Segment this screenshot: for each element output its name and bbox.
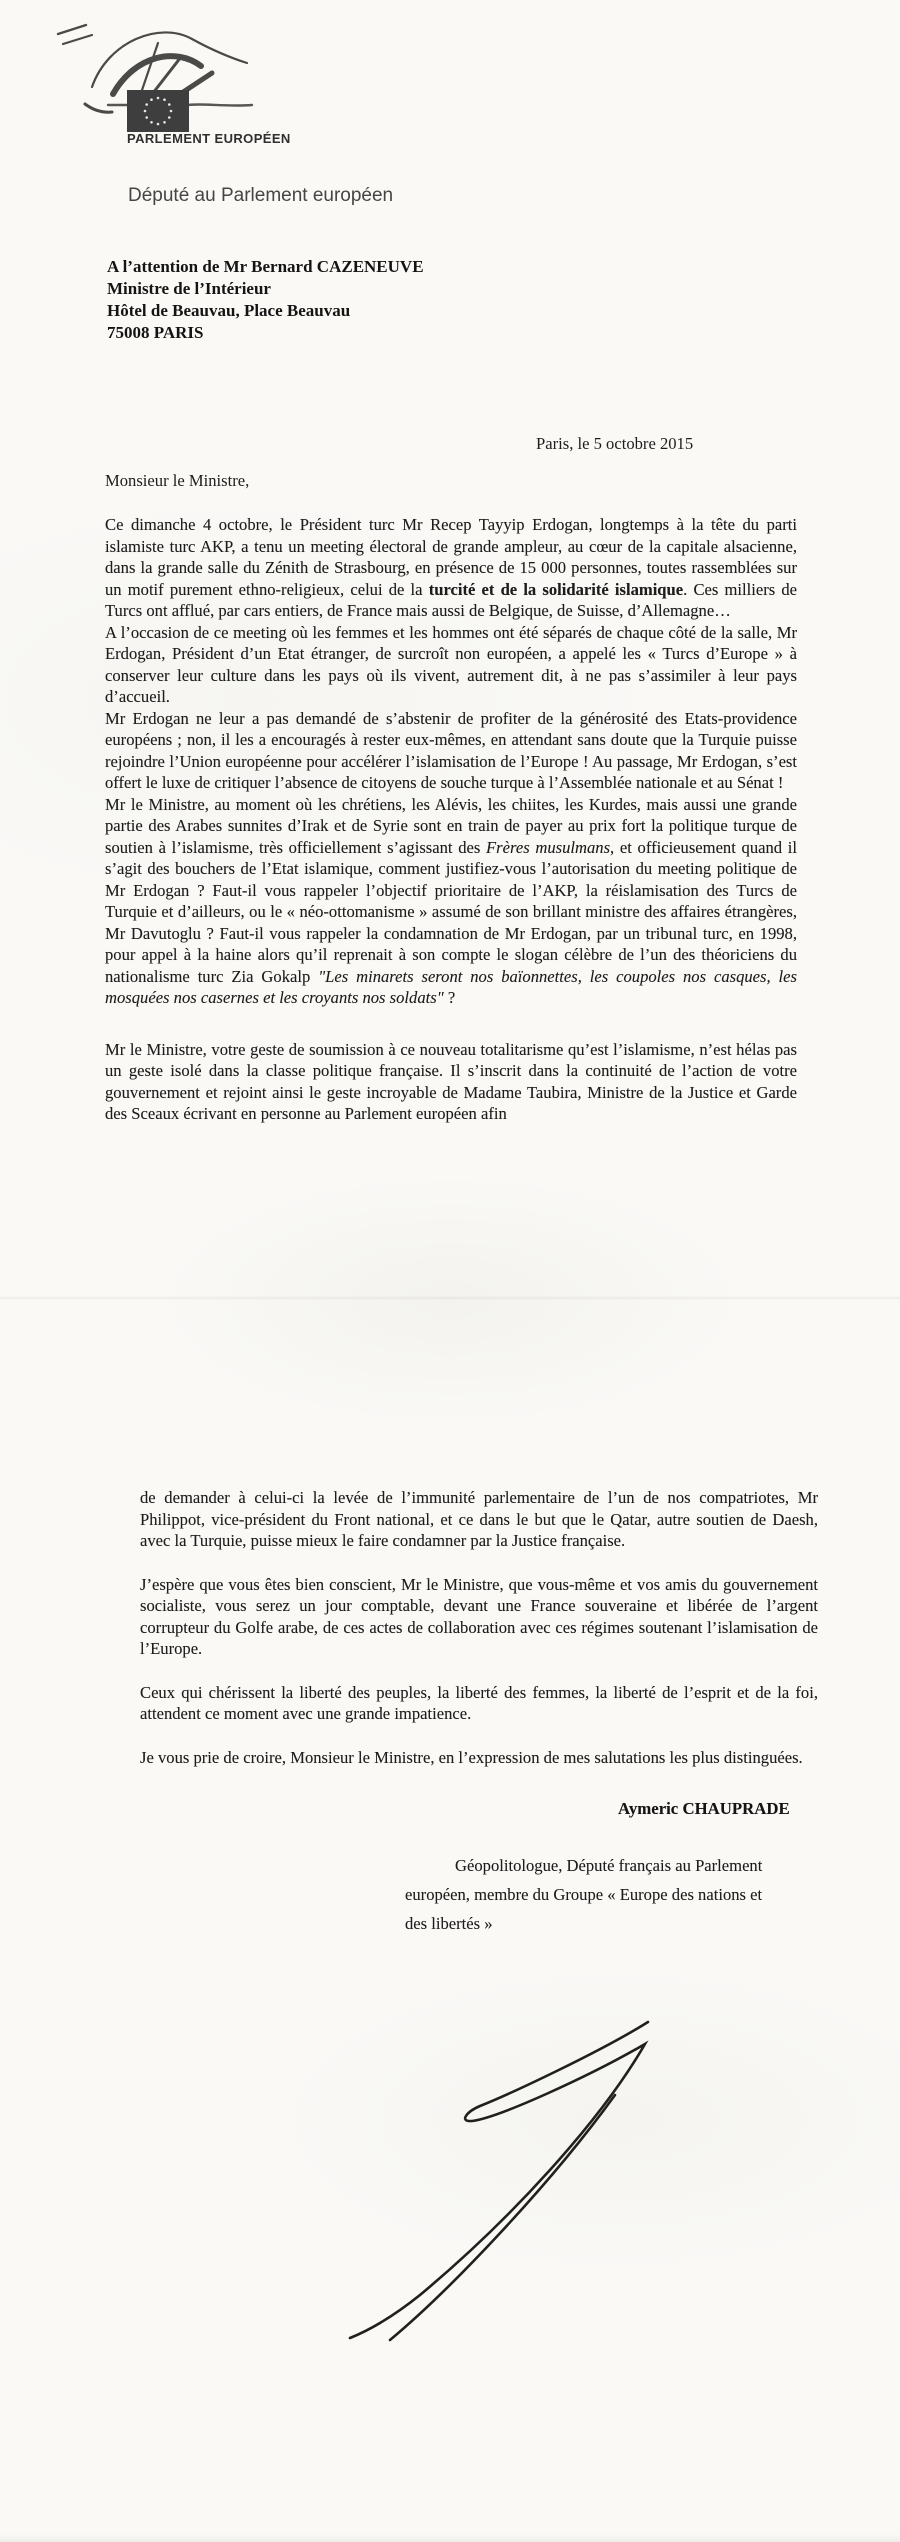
ep-hemicycle-icon xyxy=(40,5,260,150)
paragraph: Ce dimanche 4 octobre, le Président turc Mr Recep Tayyip Erdogan, longtemps à la tête du parti islamiste turc AKP, a tenu un meeting électoral de grande ampleur, au cœur de la capitale alsacienne, dans la grande salle du Zénith de Strasbourg, en présence de 15 000 personnes, toutes rassemblées sur un motif purement ethno-religieux, celui de la turcité et de la solidarité islamique. Ces milliers de Turcs ont afflué, par cars entiers, de France mais aussi de Belgique, de Suisse, d’Allemagne… xyxy=(105,515,797,620)
salutation: Monsieur le Ministre, xyxy=(105,471,250,490)
handwritten-signature-icon xyxy=(270,2000,660,2345)
paragraph: de demander à celui-ci la levée de l’immunité parlementaire de l’un de nos compatriotes, Mr Philippot, vice-président du Front national, et ce dans le but que le Qatar, autre soutien de Daesh, avec la Turquie, puisse mieux le faire condamner par la Justice française. xyxy=(140,1488,818,1550)
paragraph: Mr le Ministre, votre geste de soumission à ce nouveau totalitarisme qu’est l’islamisme, n’est hélas pas un geste isolé dans la classe politique française. Il s’inscrit dans la continuité de l’action de votre gouvernement et rejoint ainsi le geste incroyable de Madame Taubira, Ministre de la Justice et Garde des Sceaux écrivant en personne au Parlement européen afin xyxy=(105,1039,797,1123)
recipient-line: 75008 PARIS xyxy=(107,323,204,342)
signatory-title-line: européen, membre du Groupe « Europe des nations et xyxy=(405,1885,763,1904)
scan-bottom-edge xyxy=(0,2534,900,2542)
european-parliament-logo xyxy=(40,5,260,150)
page-seam xyxy=(0,1296,900,1300)
paragraph: Mr Erdogan ne leur a pas demandé de s’abstenir de profiter de la générosité des Etats-providence européens ; non, il les a encouragés à rester eux-mêmes, en attendant sans doute que la Turquie puisse rejoindre l’Union européenne pour accélérer l’islamisation de l’Europe ! Au passage, Mr Erdogan, s’est offert le luxe de critiquer l’absence de citoyens de souche turque à l’Assemblée nationale et au Sénat ! xyxy=(105,708,797,792)
paragraph: A l’occasion de ce meeting où les femmes et les hommes ont été séparés de chaque côté de la salle, Mr Erdogan, Président d’un Etat étranger, de surcroît non européen, a appelé les « Turcs d’Europe » à conserver leur culture dans les pays où ils vivent, autrement dit, à ne pas s’assimiler à leur pays d’accueil. xyxy=(105,622,797,706)
recipient-line: Hôtel de Beauvau, Place Beauvau xyxy=(107,301,351,320)
signatory-title-line: Géopolitologue, Député français au Parlement xyxy=(455,1856,763,1875)
signatory-title xyxy=(405,1851,835,1938)
paragraph: Ceux qui chérissent la liberté des peuples, la liberté des femmes, la liberté de l’esprit et de la foi, attendent ce moment avec une grande impatience. xyxy=(140,1682,818,1723)
date-line: Paris, le 5 octobre 2015 xyxy=(536,434,694,453)
signatory-title-line: des libertés » xyxy=(405,1914,493,1933)
eu-flag-icon xyxy=(127,90,189,132)
signatory-name: Aymeric CHAUPRADE xyxy=(618,1799,790,1818)
paragraph: Je vous prie de croire, Monsieur le Ministre, en l’expression de mes salutations les plus distinguées. xyxy=(140,1747,803,1767)
recipient-block xyxy=(107,256,424,344)
recipient-line: Ministre de l’Intérieur xyxy=(107,279,271,298)
recipient-line: A l’attention de Mr Bernard CAZENEUVE xyxy=(107,257,424,276)
body-page2 xyxy=(140,1487,818,1768)
paragraph: Mr le Ministre, au moment où les chrétiens, les Alévis, les chiites, les Kurdes, mais aussi une grande partie des Arabes sunnites d’Irak et de Syrie sont en train de payer au prix fort la politique turque de soutien à l’islamisme, très officiellement s’agissant des Frères musulmans, et officieusement quand il s’agit des bouchers de l’Etat islamique, comment justifiez-vous l’autorisation du meeting politique de Mr Erdogan ? Faut-il vous rappeler l’objectif prioritaire de l’AKP, la réislamisation des Turcs de Turquie et d’ailleurs, ou le « néo-ottomanisme » assumé de son brillant ministre des affaires étrangères, Mr Davutoglu ? Faut-il vous rappeler la condamnation de Mr Erdogan, par un tribunal turc, en 1998, pour appel à la haine alors qu’il reprenait à son compte le slogan célèbre de l’un des théoriciens du nationalisme turc Zia Gokalp "Les minarets seront nos baïonnettes, les coupoles nos casques, les mosquées nos casernes et les croyants nos soldats" ? xyxy=(105,794,798,1007)
body-page1 xyxy=(105,514,797,1125)
deputy-subtitle: Député au Parlement européen xyxy=(128,185,394,206)
paragraph: J’espère que vous êtes bien conscient, Mr le Ministre, que vous-même et vos amis du gouvernement socialiste, vous serez un jour comptable, devant une France souveraine et libérée de l’argent corrupteur du Golfe arabe, de ces actes de collaboration avec ces régimes soutenant l’islamisation de l’Europe. xyxy=(140,1574,818,1658)
logo-caption: PARLEMENT EUROPÉEN xyxy=(127,131,291,146)
